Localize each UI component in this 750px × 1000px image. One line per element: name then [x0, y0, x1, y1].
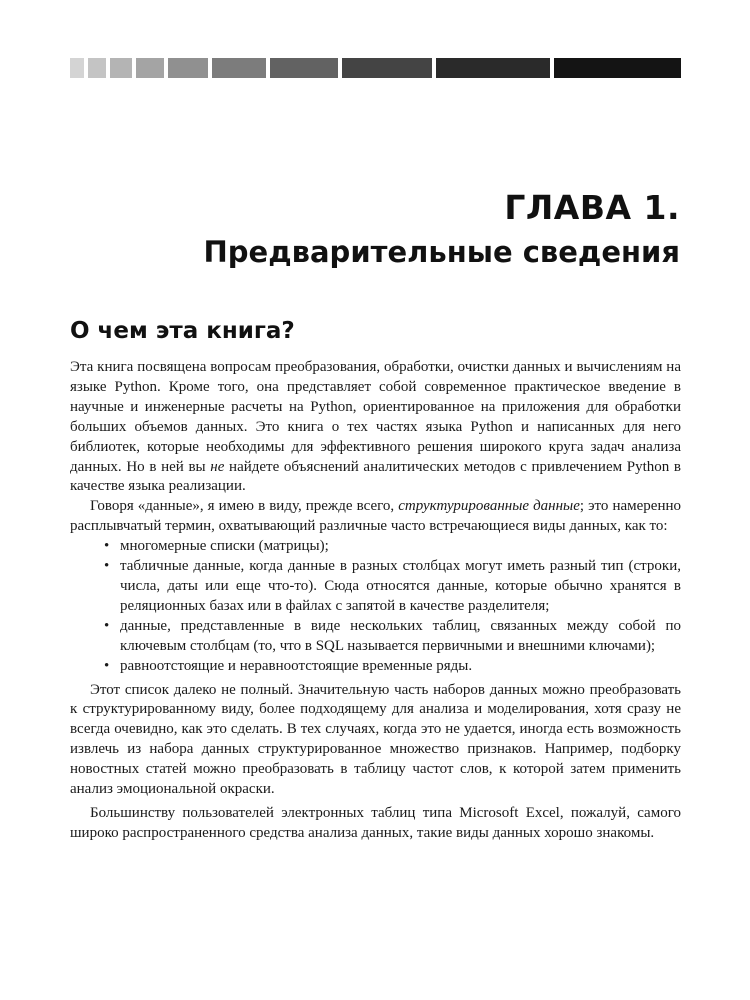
bullet-icon: •	[104, 558, 110, 575]
chapter-number: ГЛАВА 1.	[504, 188, 680, 227]
header-bar-segment	[88, 58, 106, 78]
header-bar-segment	[212, 58, 266, 78]
header-bar-segment	[554, 58, 681, 78]
header-bar-segment	[110, 58, 132, 78]
list-item	[70, 557, 681, 617]
list-item-text: многомерные списки (матрицы);	[120, 538, 329, 555]
list-item	[70, 657, 681, 677]
list-item	[70, 617, 681, 657]
emphasis-text: не	[210, 458, 225, 475]
paragraph-intro	[70, 358, 681, 497]
paragraph-data-definition	[70, 497, 681, 537]
list-item-text: табличные данные, когда данные в разных столбцах могут иметь разный тип (строки, числа, даты или еще что-то). Сюда относятся данные, которые обычно хранятся в реляционных базах или в файлах с запятой в качестве разделителя;	[120, 558, 681, 614]
paragraph-structure: Этот список далеко не полный. Значительную часть наборов данных можно преобразовать к структурированному виду, более подходящему для анализа и моделирования, хотя сразу не всегда очевидно, как это сделать. В тех случаях, когда это не удается, иногда есть возможность извлечь из набора данных структурированное множество признаков. Например, подборку новостных статей можно преобразовать в таблицу частот слов, к которой затем применить анализ эмоциональной окраски.	[70, 681, 681, 798]
header-bar-segment	[168, 58, 208, 78]
paragraph-text: ; это намеренно расплывчатый термин, охватывающий различные часто встречающиеся виды данных, как то:	[70, 498, 681, 535]
paragraph-text: Эта книга посвящена вопросам преобразования, обработки, очистки данных и вычислениям на языке Python. Кроме того, она представляет собой современное практическое введение в научные и инженерные расчеты на Python, ориентированное на приложения для обработки больших объемов данных. Это книга о тех частях языка Python и написанных для него библиотек, которые необходимы для эффективного решения широкого круга задач анализа данных. Но в ней вы	[70, 359, 681, 475]
header-bar-segment	[70, 58, 84, 78]
bullet-icon: •	[104, 657, 110, 674]
body-text	[70, 358, 681, 844]
header-bar-segment	[136, 58, 164, 78]
bullet-icon: •	[104, 538, 110, 555]
header-bar-segment	[342, 58, 432, 78]
header-bar-segment	[436, 58, 550, 78]
header-bar-segment	[270, 58, 338, 78]
emphasis-text: структурированные данные	[398, 498, 580, 515]
section-title: О чем эта книга?	[70, 318, 295, 344]
list-item-text: данные, представленные в виде нескольких таблиц, связанных между собой по ключевым столбцам (то, что в SQL называется первичными и внешними ключами);	[120, 617, 681, 654]
list-item	[70, 537, 681, 557]
paragraph-excel: Большинству пользователей электронных таблиц типа Microsoft Excel, пожалуй, самого широко распространенного средства анализа данных, такие виды данных хорошо знакомы.	[70, 804, 681, 841]
bullet-list	[70, 537, 681, 676]
list-item-text: равноотстоящие и неравноотстоящие временные ряды.	[120, 657, 473, 674]
chapter-heading	[204, 188, 680, 272]
paragraph-text: найдете объяснений аналитических методов с привлечением Python в качестве языка реализации.	[70, 458, 682, 495]
paragraph-text: Говоря «данные», я имею в виду, прежде всего,	[90, 498, 399, 515]
bullet-icon: •	[104, 617, 110, 634]
decorative-header-bar	[70, 58, 681, 78]
chapter-title: Предварительные сведения	[203, 235, 680, 269]
